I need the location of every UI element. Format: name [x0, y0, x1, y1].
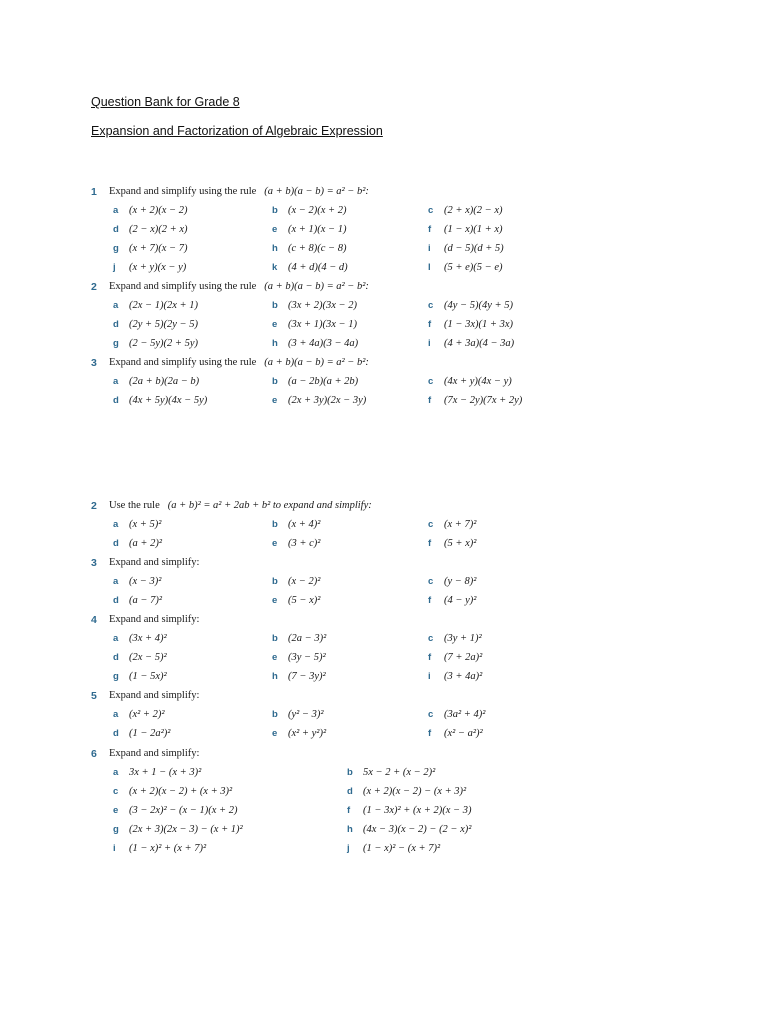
exercise-item-b [272, 300, 357, 311]
exercise-row [91, 843, 731, 862]
exercise-label: f [428, 728, 432, 739]
question-heading [91, 281, 731, 300]
exercise-row [91, 205, 731, 224]
exercise-expression: (x + 4)² [288, 519, 321, 530]
exercise-item-f [428, 538, 476, 549]
question-heading [91, 357, 731, 376]
exercise-expression: 3x + 1 − (x + 3)² [129, 767, 202, 778]
exercise-expression: (x − 2)(x + 2) [288, 205, 347, 216]
exercise-expression: (x + 1)(x − 1) [288, 224, 347, 235]
exercise-row [91, 243, 731, 262]
exercise-label: c [428, 300, 434, 311]
exercise-label: b [272, 519, 278, 530]
exercise-label: f [428, 224, 432, 235]
exercise-item-d [113, 319, 198, 330]
exercise-label: e [272, 395, 278, 406]
exercise-item-l [428, 262, 502, 273]
exercise-label: k [272, 262, 278, 273]
exercise-label: i [428, 338, 431, 349]
exercise-row [91, 519, 731, 538]
exercise-item-d [347, 786, 466, 797]
exercise-item-j [347, 843, 440, 854]
section-mixed-expansion [91, 748, 731, 862]
exercise-item-a [113, 576, 161, 587]
exercise-label: g [113, 338, 119, 349]
exercise-item-a [113, 633, 167, 644]
exercise-item-f [428, 652, 482, 663]
exercise-row [91, 786, 731, 805]
exercise-item-j [113, 262, 186, 273]
exercise-item-g [113, 824, 243, 835]
instruction-text: Expand and simplify using the rule [109, 186, 257, 197]
exercise-expression: (x + y)(x − y) [129, 262, 187, 273]
exercise-label: i [428, 243, 431, 254]
exercise-label: h [272, 243, 278, 254]
exercise-label: c [428, 576, 434, 587]
exercise-row [91, 709, 731, 728]
exercise-item-h [347, 824, 471, 835]
exercise-expression: (x − 3)² [129, 576, 162, 587]
exercise-label: a [113, 633, 119, 644]
exercise-expression: (4 + 3a)(4 − 3a) [444, 338, 515, 349]
exercise-expression: (3x + 1)(3x − 1) [288, 319, 357, 330]
exercise-label: c [428, 376, 434, 387]
exercise-label: i [113, 843, 116, 854]
exercise-label: b [272, 205, 278, 216]
exercise-label: d [113, 652, 119, 663]
exercise-item-b [272, 709, 324, 720]
exercise-item-f [347, 805, 471, 816]
exercise-item-a [113, 205, 187, 216]
exercise-expression: (x − 2)² [288, 576, 321, 587]
exercise-label: a [113, 519, 119, 530]
section-difference-of-squares [91, 186, 731, 414]
exercise-expression: (2x − 5)² [129, 652, 167, 663]
exercise-expression: (3 + 4a)² [444, 671, 483, 682]
question-number: 3 [91, 357, 97, 369]
exercise-label: a [113, 205, 119, 216]
exercise-item-g [113, 243, 187, 254]
exercise-item-h [272, 243, 346, 254]
exercise-expression: (2x + 3y)(2x − 3y) [288, 395, 367, 406]
question-heading [91, 748, 731, 767]
exercise-expression: (7 − 3y)² [288, 671, 326, 682]
exercise-row [91, 728, 731, 747]
exercise-expression: (d − 5)(d + 5) [444, 243, 504, 254]
exercise-item-g [113, 671, 167, 682]
exercise-item-f [428, 319, 513, 330]
exercise-label: h [272, 338, 278, 349]
exercise-expression: (x + 7)² [444, 519, 477, 530]
exercise-expression: (a + 2)² [129, 538, 162, 549]
exercise-label: e [272, 224, 278, 235]
exercise-row [91, 395, 731, 414]
instruction-text: Expand and simplify: [109, 614, 200, 625]
question-heading [91, 186, 731, 205]
exercise-expression: (c + 8)(c − 8) [288, 243, 347, 254]
exercise-expression: (2a + b)(2a − b) [129, 376, 200, 387]
exercise-row [91, 633, 731, 652]
exercise-row [91, 338, 731, 357]
question-heading [91, 557, 731, 576]
exercise-expression: (1 − 2a²)² [129, 728, 171, 739]
exercise-label: b [272, 709, 278, 720]
exercise-row [91, 767, 731, 786]
exercise-label: f [428, 395, 432, 406]
exercise-label: i [428, 671, 431, 682]
exercise-item-d [113, 595, 162, 606]
exercise-item-a [113, 376, 199, 387]
exercise-expression: (x² + y²)² [288, 728, 327, 739]
exercise-item-i [428, 243, 504, 254]
exercise-item-b [272, 633, 326, 644]
exercise-label: j [113, 262, 116, 273]
exercise-item-d [113, 538, 162, 549]
exercise-item-h [272, 671, 326, 682]
exercise-row [91, 319, 731, 338]
exercise-expression: (2x − 1)(2x + 1) [129, 300, 198, 311]
question-heading [91, 614, 731, 633]
exercise-expression: (3a² + 4)² [444, 709, 486, 720]
exercise-label: d [113, 728, 119, 739]
instruction-text: Expand and simplify: [109, 557, 200, 568]
exercise-expression: (5 + e)(5 − e) [444, 262, 503, 273]
exercise-row [91, 300, 731, 319]
exercise-item-g [113, 338, 198, 349]
exercise-expression: (x² + 2)² [129, 709, 165, 720]
exercise-row [91, 262, 731, 281]
exercise-item-e [272, 595, 320, 606]
identity-rule: (a + b)(a − b) = a² − b²: [264, 281, 369, 292]
exercise-item-k [272, 262, 348, 273]
exercise-expression: (x + 2)(x − 2) [129, 205, 188, 216]
instruction-text: Expand and simplify: [109, 748, 200, 759]
exercise-item-e [272, 224, 346, 235]
exercise-expression: (2a − 3)² [288, 633, 327, 644]
exercise-expression: (2 + x)(2 − x) [444, 205, 503, 216]
exercise-row [91, 824, 731, 843]
exercise-item-c [428, 576, 476, 587]
exercise-expression: (7x − 2y)(7x + 2y) [444, 395, 523, 406]
exercise-item-a [113, 709, 165, 720]
instruction-text: Expand and simplify using the rule [109, 357, 257, 368]
exercise-expression: (1 − x)² + (x + 7)² [129, 843, 207, 854]
exercise-expression: (4x + y)(4x − y) [444, 376, 512, 387]
exercise-item-f [428, 224, 502, 235]
exercise-expression: (2 − x)(2 + x) [129, 224, 188, 235]
exercise-item-f [428, 728, 483, 739]
exercise-item-c [428, 709, 485, 720]
exercise-expression: (4y − 5)(4y + 5) [444, 300, 513, 311]
exercise-expression: (7 + 2a)² [444, 652, 483, 663]
exercise-label: c [428, 205, 434, 216]
exercise-label: f [428, 595, 432, 606]
instruction-text: Expand and simplify using the rule [109, 281, 257, 292]
identity-rule: (a + b)(a − b) = a² − b²: [264, 186, 369, 197]
question-number: 5 [91, 690, 97, 702]
exercise-expression: (x + 5)² [129, 519, 162, 530]
exercise-item-b [272, 576, 320, 587]
exercise-expression: (1 − x)² − (x + 7)² [363, 843, 441, 854]
exercise-label: f [428, 319, 432, 330]
question-heading [91, 690, 731, 709]
exercise-item-c [428, 519, 476, 530]
exercise-row [91, 376, 731, 395]
identity-rule: (a + b)² = a² + 2ab + b² to expand and simplify: [167, 500, 372, 511]
exercise-label: d [113, 395, 119, 406]
exercise-item-d [113, 224, 187, 235]
exercise-item-d [113, 652, 167, 663]
exercise-expression: (1 − 5x)² [129, 671, 167, 682]
question-number: 1 [91, 186, 97, 198]
exercise-label: f [428, 652, 432, 663]
exercise-item-i [113, 843, 206, 854]
exercise-item-f [428, 395, 522, 406]
exercise-expression: (3x + 4)² [129, 633, 167, 644]
exercise-expression: (3y − 5)² [288, 652, 326, 663]
exercise-expression: (2x + 3)(2x − 3) − (x + 1)² [129, 824, 243, 835]
exercise-label: c [428, 709, 434, 720]
exercise-item-c [428, 376, 512, 387]
question-instruction [109, 557, 199, 568]
question-instruction [109, 500, 372, 511]
exercise-expression: (1 − 3x)(1 + 3x) [444, 319, 513, 330]
exercise-row [91, 805, 731, 824]
exercise-item-a [113, 300, 198, 311]
question-instruction [109, 690, 199, 701]
exercise-expression: (1 − x)(1 + x) [444, 224, 503, 235]
exercise-expression: (4 − y)² [444, 595, 477, 606]
exercise-expression: (3y + 1)² [444, 633, 482, 644]
exercise-label: e [272, 652, 278, 663]
exercise-expression: 5x − 2 + (x − 2)² [363, 767, 436, 778]
exercise-expression: (3 + c)² [288, 538, 321, 549]
exercise-label: d [113, 595, 119, 606]
question-number: 4 [91, 614, 97, 626]
question-instruction [109, 186, 369, 197]
exercise-expression: (1 − 3x)² + (x + 2)(x − 3) [363, 805, 472, 816]
exercise-item-b [347, 767, 435, 778]
exercise-row [91, 538, 731, 557]
exercise-expression: (x + 7)(x − 7) [129, 243, 188, 254]
question-instruction [109, 281, 369, 292]
exercise-label: a [113, 376, 119, 387]
exercise-expression: (x + 2)(x − 2) + (x + 3)² [129, 786, 233, 797]
exercise-item-c [428, 205, 502, 216]
exercise-expression: (4x − 3)(x − 2) − (2 − x)² [363, 824, 472, 835]
exercise-item-e [272, 319, 357, 330]
exercise-expression: (3 − 2x)² − (x − 1)(x + 2) [129, 805, 238, 816]
exercise-label: d [113, 319, 119, 330]
question-instruction [109, 614, 199, 625]
exercise-label: a [113, 767, 119, 778]
exercise-item-e [272, 652, 326, 663]
exercise-item-a [113, 767, 201, 778]
exercise-expression: (4 + d)(4 − d) [288, 262, 348, 273]
exercise-item-d [113, 728, 170, 739]
exercise-label: c [428, 519, 434, 530]
exercise-label: e [272, 728, 278, 739]
exercise-expression: (a − 2b)(a + 2b) [288, 376, 359, 387]
exercise-expression: (a − 7)² [129, 595, 162, 606]
instruction-text: Expand and simplify: [109, 690, 200, 701]
exercise-row [91, 576, 731, 595]
exercise-item-i [428, 338, 514, 349]
exercise-label: c [428, 633, 434, 644]
question-instruction [109, 748, 199, 759]
exercise-label: b [272, 576, 278, 587]
exercise-expression: (x² − a²)² [444, 728, 483, 739]
exercise-label: b [272, 376, 278, 387]
question-number: 3 [91, 557, 97, 569]
identity-rule: (a + b)(a − b) = a² − b²: [264, 357, 369, 368]
exercise-label: e [113, 805, 119, 816]
exercise-item-e [272, 538, 320, 549]
exercise-item-b [272, 376, 358, 387]
exercise-label: e [272, 538, 278, 549]
instruction-text: Use the rule [109, 500, 160, 511]
exercise-item-h [272, 338, 358, 349]
exercise-label: j [347, 843, 350, 854]
question-number: 2 [91, 281, 97, 293]
exercise-expression: (y − 8)² [444, 576, 477, 587]
exercise-item-f [428, 595, 476, 606]
exercise-item-i [428, 671, 482, 682]
exercise-label: d [113, 538, 119, 549]
exercise-label: e [272, 595, 278, 606]
exercise-expression: (4x + 5y)(4x − 5y) [129, 395, 208, 406]
section-perfect-squares [91, 500, 731, 747]
exercise-label: b [272, 633, 278, 644]
exercise-label: a [113, 300, 119, 311]
exercise-expression: (5 − x)² [288, 595, 321, 606]
exercise-expression: (y² − 3)² [288, 709, 324, 720]
exercise-expression: (2 − 5y)(2 + 5y) [129, 338, 198, 349]
exercise-label: g [113, 243, 119, 254]
question-number: 2 [91, 500, 97, 512]
exercise-item-d [113, 395, 207, 406]
exercise-label: h [347, 824, 353, 835]
exercise-item-b [272, 205, 346, 216]
exercise-label: f [347, 805, 351, 816]
exercise-label: a [113, 576, 119, 587]
exercise-expression: (x + 2)(x − 2) − (x + 3)² [363, 786, 467, 797]
exercise-expression: (5 + x)² [444, 538, 477, 549]
exercise-row [91, 652, 731, 671]
exercise-row [91, 671, 731, 690]
exercise-item-c [113, 786, 232, 797]
exercise-expression: (3x + 2)(3x − 2) [288, 300, 357, 311]
exercise-item-a [113, 519, 161, 530]
exercise-label: d [113, 224, 119, 235]
exercise-label: l [428, 262, 431, 273]
exercise-label: d [347, 786, 353, 797]
exercise-label: e [272, 319, 278, 330]
exercise-item-e [113, 805, 237, 816]
exercise-label: c [113, 786, 119, 797]
page-subtitle: Expansion and Factorization of Algebraic Expression [91, 124, 383, 138]
exercise-label: a [113, 709, 119, 720]
exercise-label: g [113, 671, 119, 682]
exercise-label: g [113, 824, 119, 835]
exercise-expression: (2y + 5)(2y − 5) [129, 319, 198, 330]
exercise-item-c [428, 633, 482, 644]
exercise-item-e [272, 395, 366, 406]
exercise-label: f [428, 538, 432, 549]
page-title: Question Bank for Grade 8 [91, 95, 240, 109]
exercise-label: b [272, 300, 278, 311]
exercise-row [91, 224, 731, 243]
exercise-label: b [347, 767, 353, 778]
exercise-label: h [272, 671, 278, 682]
question-number: 6 [91, 748, 97, 760]
question-heading [91, 500, 731, 519]
exercise-item-e [272, 728, 326, 739]
exercise-item-c [428, 300, 513, 311]
exercise-item-b [272, 519, 320, 530]
exercise-row [91, 595, 731, 614]
question-instruction [109, 357, 369, 368]
exercise-expression: (3 + 4a)(3 − 4a) [288, 338, 359, 349]
